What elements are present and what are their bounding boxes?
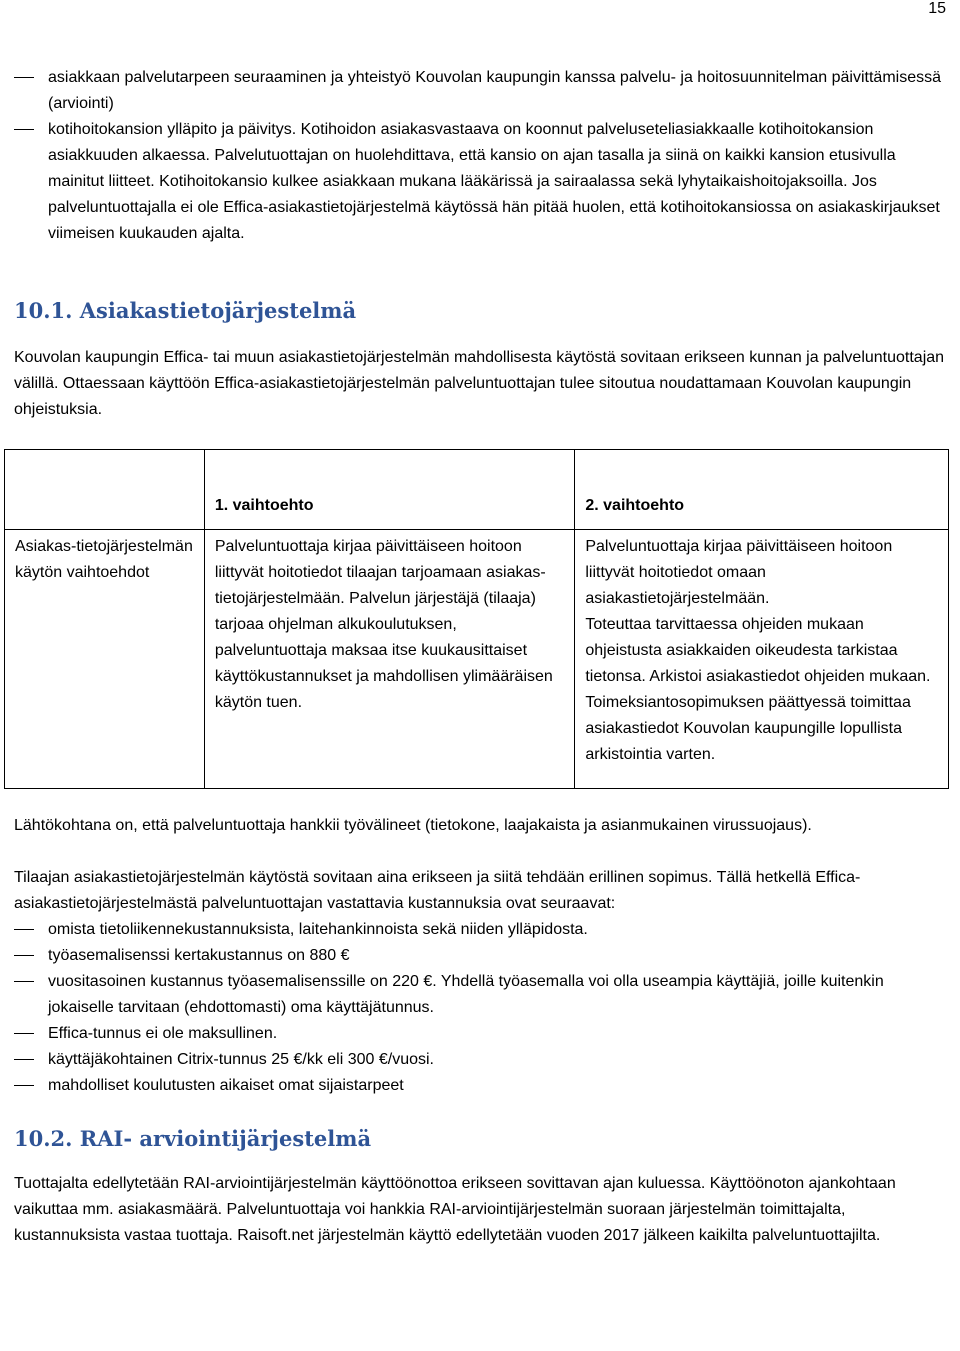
list-item-text: Effica-tunnus ei ole maksullinen. bbox=[48, 1025, 278, 1042]
list-item-text: kotihoitokansion ylläpito ja päivitys. Kotihoidon asiakasvastaava on koonnut palveluseteliasiakkaalle kotihoitokansion asiakkuuden alkaessa. Palvelutuottajan on huolehdittava, että kansio on ajan tasalla ja siinä on kaikki kansion etusivulla mainitut liitteet. Kotihoitokansio kulkee asiakkaan mukana lääkärissä ja sairaalassa sekä lyhytaikaishoitojaksoilla. Jos palveluntuottajalla ei ole Effica-asiakastietojärjestelmä käytössä hän pitää huolen, että kotihoitokansiossa on asiakaskirjaukset viimeisen kuukauden ajalta. bbox=[48, 121, 940, 242]
dash-bullet-icon bbox=[14, 929, 34, 930]
cost-bullet-list bbox=[14, 917, 946, 1099]
list-item-text: vuositasoinen kustannus työasemalisenssille on 220 €. Yhdellä työasemalla voi olla useampia käyttäjiä, joille kuitenkin jokaiselle tarvitaan (ehdottomasti) oma käyttäjätunnus. bbox=[48, 973, 884, 1016]
list-item bbox=[14, 1073, 946, 1099]
section-heading-rai: 10.2. RAI- arviointijärjestelmä bbox=[14, 1126, 372, 1151]
dash-bullet-icon bbox=[14, 981, 34, 982]
dash-bullet-icon bbox=[14, 77, 34, 78]
dash-bullet-icon bbox=[14, 1033, 34, 1034]
section-heading-asiakastietojarjestelma: 10.1. Asiakastietojärjestelmä bbox=[14, 298, 357, 323]
list-item bbox=[14, 65, 946, 117]
option2-text-part: Palveluntuottaja kirjaa päivittäiseen hoitoon liittyvät hoitotiedot omaan asiakastietojärjestelmään. bbox=[585, 538, 893, 607]
table-row-label: Asiakas-tietojärjestelmän käytön vaihtoehdot bbox=[5, 530, 205, 789]
list-item bbox=[14, 1021, 946, 1047]
list-item-text: mahdolliset koulutusten aikaiset omat sijaistarpeet bbox=[48, 1077, 404, 1094]
list-item-text: käyttäjäkohtainen Citrix-tunnus 25 €/kk eli 300 €/vuosi. bbox=[48, 1051, 434, 1068]
document-body bbox=[14, 65, 946, 1249]
option2-text-part: Toteuttaa tarvittaessa ohjeiden mukaan ohjeistusta asiakkaiden oikeudesta tarkistaa tietonsa. Arkistoi asiakastiedot ohjeiden mukaan. bbox=[585, 616, 931, 685]
list-item bbox=[14, 117, 946, 247]
dash-bullet-icon bbox=[14, 1059, 34, 1060]
page-number: 15 bbox=[928, 0, 946, 17]
section-paragraph: Tuottajalta edellytetään RAI-arviointijärjestelmän käyttöönottoa erikseen sovittavan ajan kuluessa. Käyttöönoton ajankohtaan vaikuttaa mm. asiakasmäärä. Palveluntuottaja voi hankkia RAI-arviointijärjestelmän suoraan järjestelmän toimittajalta, kustannuksista vastaa tuottaja. Raisoft.net järjestelmän käyttö edellytetään vuoden 2017 jälkeen kaikilta palveluntuottajilta. bbox=[14, 1175, 896, 1244]
list-item bbox=[14, 969, 946, 1021]
table-cell-option2 bbox=[575, 530, 949, 789]
list-item bbox=[14, 917, 946, 943]
list-item bbox=[14, 1047, 946, 1073]
list-item-text: työasemalisenssi kertakustannus on 880 € bbox=[48, 947, 350, 964]
options-table bbox=[4, 449, 949, 789]
list-item-text: omista tietoliikennekustannuksista, laitehankinnoista sekä niiden ylläpidosta. bbox=[48, 921, 588, 938]
dash-bullet-icon bbox=[14, 129, 34, 130]
option2-text-part: Toimeksiantosopimuksen päättyessä toimittaa asiakastiedot Kouvolan kaupungille lopullista arkistointia varten. bbox=[585, 694, 911, 763]
table-header-option1: 1. vaihtoehto bbox=[204, 450, 575, 530]
table-corner-cell bbox=[5, 450, 205, 530]
table-header-row bbox=[5, 450, 949, 530]
list-item bbox=[14, 943, 946, 969]
paragraph-equipment: Lähtökohtana on, että palveluntuottaja hankkii työvälineet (tietokone, laajakaista ja asianmukainen virussuojaus). bbox=[14, 817, 812, 834]
section-paragraph: Kouvolan kaupungin Effica- tai muun asiakastietojärjestelmän mahdollisesta käytöstä sovitaan erikseen kunnan ja palveluntuottajan välillä. Ottaessaan käyttöön Effica-asiakastietojärjestelmän palveluntuottajan tulee sitoutua noudattamaan Kouvolan kaupungin ohjeistuksia. bbox=[14, 349, 945, 418]
dash-bullet-icon bbox=[14, 1085, 34, 1086]
paragraph-costs: Tilaajan asiakastietojärjestelmän käytöstä sovitaan aina erikseen ja siitä tehdään erillinen sopimus. Tällä hetkellä Effica-asiakastietojärjestelmästä palveluntuottajan vastattavia kustannuksia ovat seuraavat: bbox=[14, 869, 861, 912]
table-header-option2: 2. vaihtoehto bbox=[575, 450, 949, 530]
top-bullet-list bbox=[14, 65, 946, 247]
table-row bbox=[5, 530, 949, 789]
dash-bullet-icon bbox=[14, 955, 34, 956]
table-cell-option1: Palveluntuottaja kirjaa päivittäiseen hoitoon liittyvät hoitotiedot tilaajan tarjoamaan asiakas-tietojärjestelmään. Palvelun järjestäjä (tilaaja) tarjoaa ohjelman alkukoulutuksen, palveluntuottaja maksaa itse kuukausittaiset käyttökustannukset ja mahdollisen ylimääräisen käytön tuen. bbox=[204, 530, 575, 789]
list-item-text: asiakkaan palvelutarpeen seuraaminen ja yhteistyö Kouvolan kaupungin kanssa palvelu- ja hoitosuunnitelman päivittämisessä (arviointi) bbox=[48, 69, 941, 112]
